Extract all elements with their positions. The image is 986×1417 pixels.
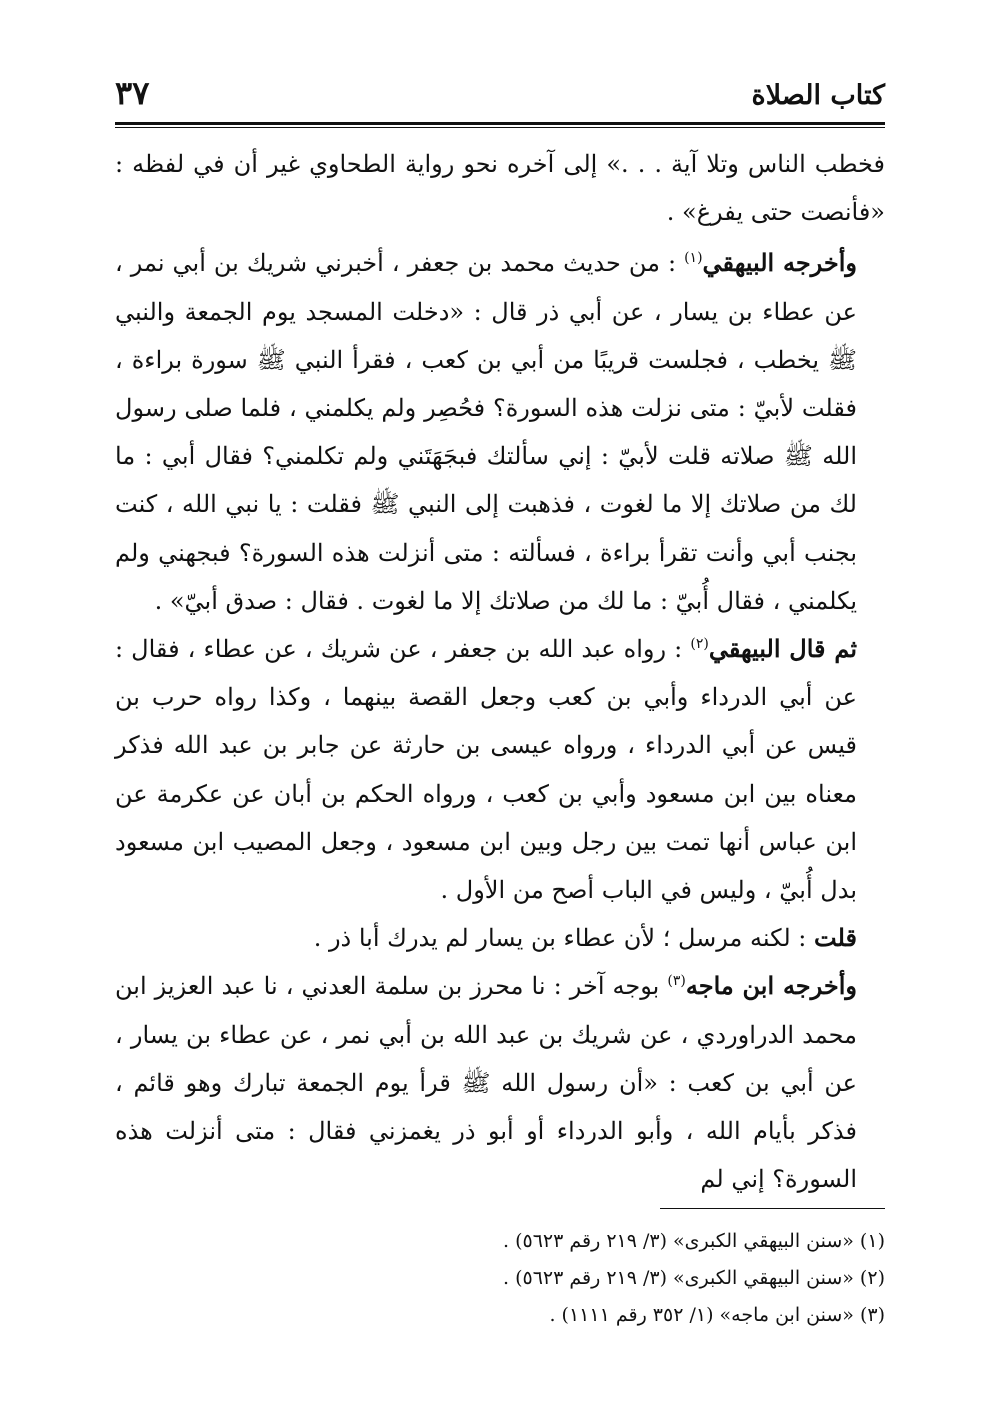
paragraph-5-text: بوجه آخر : نا محرز بن سلمة العدني ، نا عبد العزيز ابن محمد الدراوردي ، عن شريك بن عبد الله بن أبي نمر ، عن عطاء بن يسار ، عن أبي بن كعب : «أن رسول الله ﷺ قرأ يوم الجمعة تبارك وهو قائم ، فذكر بأيام الله ، وأبو الدرداء أو أبو ذر يغمزني فقال : متى أنزلت هذه السورة؟ إني لم <box>115 972 857 1194</box>
paragraph-3-text: : رواه عبد الله بن جعفر ، عن شريك ، عن عطاء ، فقال : عن أبي الدرداء وأبي بن كعب وجعل القصة بينهما ، وكذا رواه حرب بن قيس عن أبي الدرداء ، ورواه عيسى بن حارثة عن جابر بن عبد الله فذكر معناه بين ابن مسعود وأبي بن كعب ، ورواه الحكم بن أبان عن عكرمة عن ابن عباس أنها تمت بين رجل وبين ابن مسعود ، وجعل المصيب ابن مسعود بدل أُبيّ ، وليس في الباب أصح من الأول . <box>115 635 857 905</box>
page-header <box>115 72 885 122</box>
paragraph-4 <box>115 914 885 962</box>
paragraph-4-text: : لكنه مرسل ؛ لأن عطاء بن يسار لم يدرك أبا ذر . <box>313 924 815 953</box>
paragraph-5 <box>115 962 885 1203</box>
main-text <box>115 140 885 1203</box>
footnotes <box>115 1223 885 1334</box>
footnote-separator <box>660 1208 885 1209</box>
footnote-ref-3: (٣) <box>667 973 686 990</box>
footnote-3: (٣) «سنن ابن ماجه» (١/ ٣٥٢ رقم ١١١١) . <box>549 1304 885 1326</box>
paragraph-4-lead: قلت <box>814 923 857 953</box>
page-number: ٣٧ <box>115 74 150 112</box>
paragraph-2-lead: وأخرجه البيهقي <box>702 248 857 278</box>
paragraph-1-text: فخطب الناس وتلا آية . . .» إلى آخره نحو رواية الطحاوي غير أن في لفظه : «فأنصت حتى يفرغ» . <box>115 150 885 227</box>
paragraph-5-lead: وأخرجه ابن ماجه <box>685 971 857 1001</box>
footnote-1: (١) «سنن البيهقي الكبرى» (٣/ ٢١٩ رقم ٥٦٢٣) . <box>503 1230 885 1252</box>
footnote-ref-2: (٢) <box>690 636 709 653</box>
footnote-ref-1: (١) <box>684 250 703 267</box>
paragraph-1 <box>115 140 885 236</box>
header-rule-thin <box>115 127 885 128</box>
paragraph-3-lead: ثم قال البيهقي <box>708 634 857 664</box>
paragraph-2 <box>115 239 885 625</box>
footnote-2: (٢) «سنن البيهقي الكبرى» (٣/ ٢١٩ رقم ٥٦٢٣) . <box>503 1267 885 1289</box>
paragraph-2-text: : من حديث محمد بن جعفر ، أخبرني شريك بن أبي نمر ، عن عطاء بن يسار ، عن أبي ذر قال : «دخلت المسجد يوم الجمعة والنبي ﷺ يخطب ، فجلست قريبًا من أبي بن كعب ، فقرأ النبي ﷺ سورة براءة ، فقلت لأبيّ : متى نزلت هذه السورة؟ فحُصِر ولم يكلمني ، فلما صلى رسول الله ﷺ صلاته قلت لأبيّ : إني سألتك فبجَهَتَني ولم تكلمني؟ فقال أبي : ما لك من صلاتك إلا ما لغوت ، فذهبت إلى النبي ﷺ فقلت : يا نبي الله ، كنت بجنب أبي وأنت تقرأ براءة ، فسألته : متى أنزلت هذه السورة؟ فبجهني ولم يكلمني ، فقال أُبيّ : ما لك من صلاتك إلا ما لغوت . فقال : صدق أبيّ» . <box>115 249 857 615</box>
paragraph-3 <box>115 625 885 914</box>
header-rule-thick <box>115 122 885 125</box>
chapter-title: كتاب الصلاة <box>751 80 885 111</box>
